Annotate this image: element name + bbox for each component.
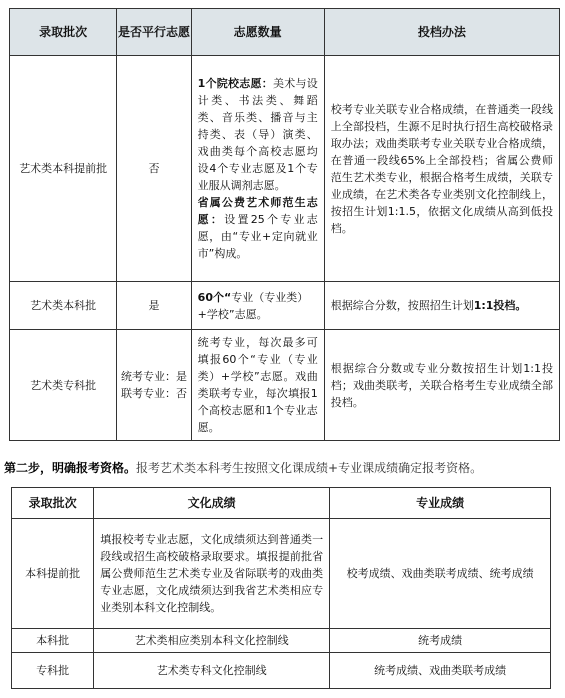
header-parallel: 是否平行志愿 (117, 9, 191, 56)
batch-cell: 本科提前批 (12, 519, 94, 629)
major-cell: 统考成绩、戏曲类联考成绩 (330, 653, 551, 689)
culture-cell: 艺术类专科文化控制线 (94, 653, 330, 689)
volunteer-text: ”志愿。 (228, 307, 268, 321)
volunteer-cell: 统考专业，每次最多可填报60个“专业（专业类）+学校”志愿。戏曲类联考专业，每次填报1个高校志愿和1个专业志愿。 (191, 330, 324, 441)
method-text: 根据综合分数，按照招生计划 (330, 299, 474, 312)
table-row (12, 629, 551, 653)
header-culture-score: 文化成绩 (94, 488, 330, 519)
culture-cell: 艺术类相应类别本科文化控制线 (94, 629, 330, 653)
volunteer-count: 60个“ (197, 290, 232, 304)
batch-cell: 艺术类本科提前批 (10, 56, 117, 282)
batch-cell: 本科批 (12, 629, 94, 653)
admission-volunteer-table (9, 8, 560, 441)
volunteer-text: 美术与设计类、书法类、舞蹈类、音乐类、播音与主持类、表（导）演类、戏曲类每个高校志愿均设4个专业志愿及1个专业服从调剂志愿。 (197, 77, 318, 192)
qualification-table (11, 487, 551, 689)
table-header-row (12, 488, 551, 519)
method-ratio: 1:1投档。 (473, 299, 527, 312)
header-batch: 录取批次 (12, 488, 94, 519)
method-cell: 根据综合分数或专业分数按招生计划1:1投档；戏曲类联考，关联合格考生专业成绩全部投档。 (324, 330, 559, 441)
major-cell: 校考成绩、戏曲类联考成绩、统考成绩 (330, 519, 551, 629)
header-volunteer-count: 志愿数量 (191, 9, 324, 56)
header-admission-method: 投档办法 (324, 9, 559, 56)
step-two-paragraph (4, 459, 482, 476)
header-major-score: 专业成绩 (330, 488, 551, 519)
header-batch: 录取批次 (10, 9, 117, 56)
method-cell: 校考专业关联专业合格成绩，在普通类一段线上全部投档，生源不足时执行招生高校破格录取办法；戏曲类联考专业关联专业合格成绩，在普通一段线65%上全部投档；省属公费师范生艺术类专业，根据合格考生成绩，关联专业成绩，在艺术类各专业类别文化控制线上，按招生计划1:1.5，依据文化成绩从高到低投档。 (324, 56, 559, 282)
table-row (10, 282, 560, 330)
table-row (10, 56, 560, 282)
parallel-cell: 否 (117, 56, 191, 282)
batch-cell: 艺术类本科批 (10, 282, 117, 330)
volunteer-text: 设置25个专业志愿，由“专业+定向就业市”构成。 (197, 213, 318, 260)
parallel-line: 联考专业：否 (121, 387, 188, 400)
batch-cell: 专科批 (12, 653, 94, 689)
batch-cell: 艺术类专科批 (10, 330, 117, 441)
table-header-row (10, 9, 560, 56)
parallel-line: 统考专业：是 (121, 370, 188, 383)
volunteer-heading: 省属公费艺术师范生志愿： (197, 196, 318, 226)
volunteer-heading: 1个院校志愿： (197, 77, 273, 90)
volunteer-text: 专业（专业类）+学校 (197, 290, 309, 321)
culture-cell: 填报校考专业志愿，文化成绩须达到普通类一段线或招生高校破格录取要求。填报提前批省属公费师范生艺术类专业及省际联考的戏曲类专业志愿，文化成绩须达到我省艺术类相应专业类别本科文化控制线。 (94, 519, 330, 629)
table-row (10, 330, 560, 441)
step-two-heading: 第二步，明确报考资格。 (4, 461, 137, 475)
table-row (12, 519, 551, 629)
table-row (12, 653, 551, 689)
parallel-cell: 是 (117, 282, 191, 330)
volunteer-cell (191, 56, 324, 282)
volunteer-cell (191, 282, 324, 330)
method-cell (324, 282, 559, 330)
major-cell: 统考成绩 (330, 629, 551, 653)
parallel-cell (117, 330, 191, 441)
step-two-text: 报考艺术类本科考生按照文化课成绩+专业课成绩确定报考资格。 (136, 461, 483, 475)
